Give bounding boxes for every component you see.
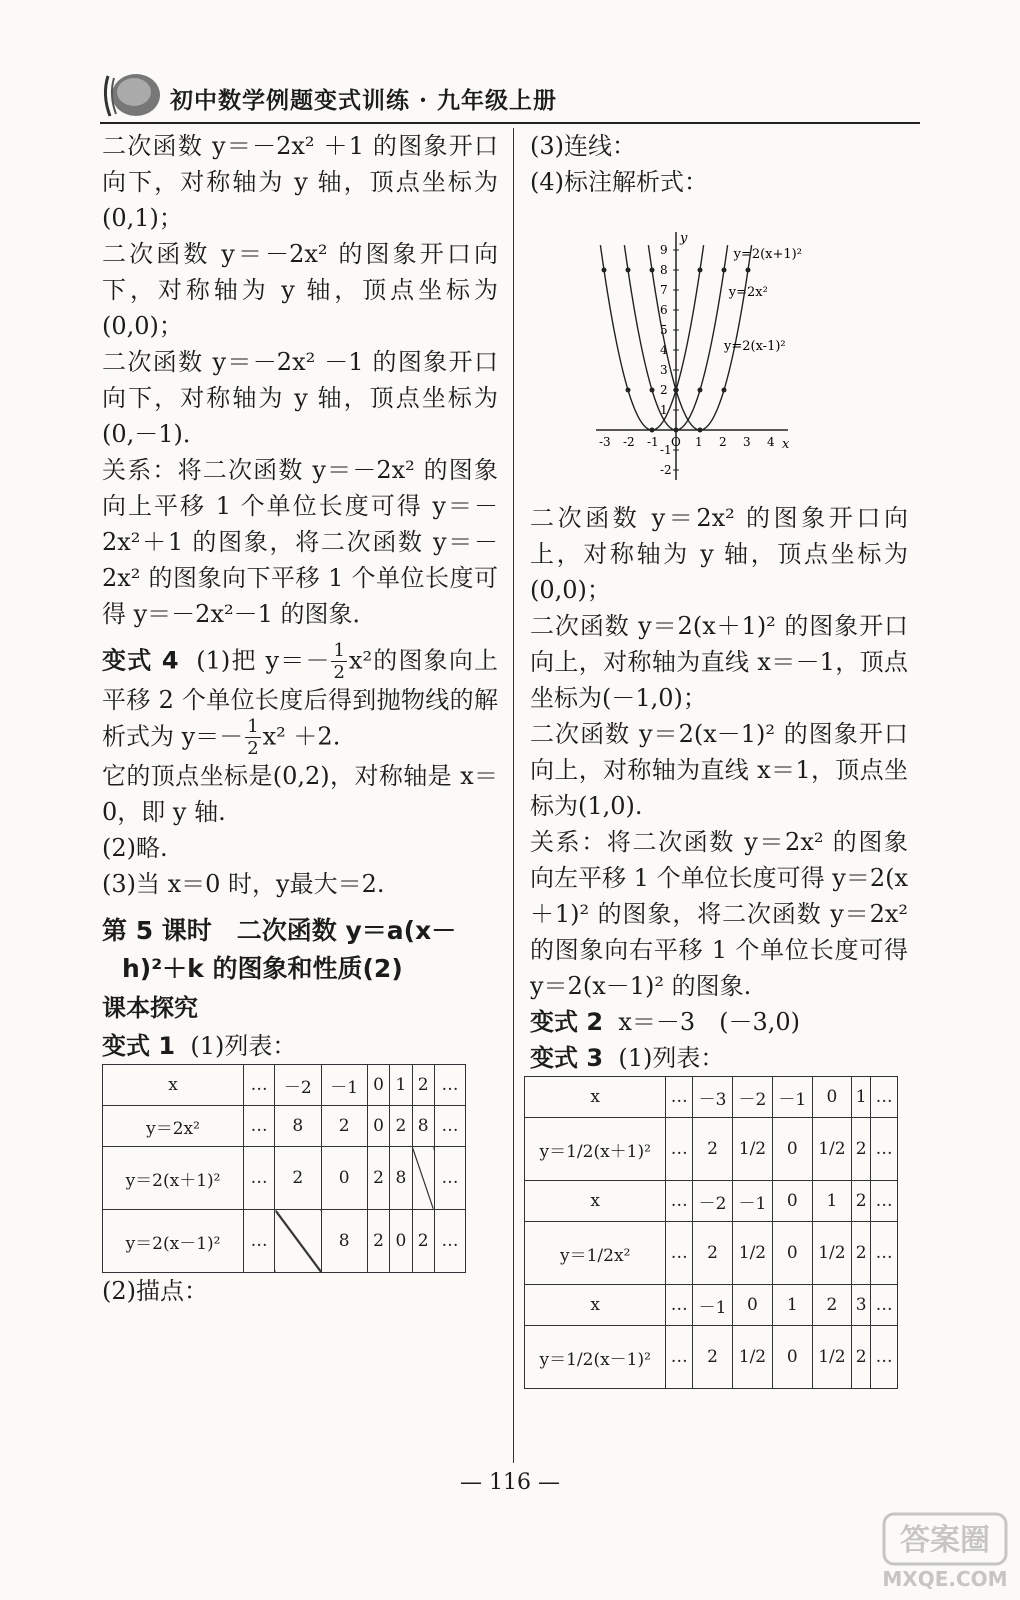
variant-1-intro: 变式 1 (1)列表： — [102, 1032, 297, 1060]
section-heading: 课本探究 — [102, 994, 198, 1022]
row-header-cell: y＝1/2(x－1)² — [525, 1326, 666, 1389]
y-tick-label: 4 — [660, 343, 668, 357]
table-cell: －2 — [733, 1077, 773, 1118]
table-cell: 2 — [812, 1285, 851, 1326]
table-cell: 2 — [367, 1147, 389, 1210]
y-tick-label: 6 — [660, 303, 668, 317]
y-tick-label: 1 — [660, 403, 668, 417]
row-header-cell: y＝2(x－1)² — [103, 1210, 244, 1273]
table-cell: 0 — [772, 1222, 812, 1285]
table-cell: 0 — [367, 1065, 389, 1106]
table-cell: 2 — [412, 1210, 434, 1273]
table-cell: 2 — [852, 1222, 871, 1285]
variant-4-text-a: (1)把 y＝－ — [196, 646, 330, 675]
plot-point — [626, 268, 631, 273]
table-cell: 1 — [852, 1077, 871, 1118]
row-header-cell: x — [525, 1181, 666, 1222]
lesson-title: 第 5 课时 二次函数 y＝a(x－ h)²＋k 的图象和性质(2) — [102, 916, 457, 983]
variant-4-text-c: x² ＋2. — [262, 722, 341, 751]
left-para-1: 二次函数 y＝－2x² ＋1 的图象开口向下，对称轴为 y 轴，顶点坐标为(0,1)； — [102, 132, 498, 232]
table-cell: 0 — [772, 1118, 812, 1181]
variant-3-intro: 变式 3 (1)列表： — [530, 1044, 725, 1072]
row-header-cell: y＝2x² — [103, 1106, 244, 1147]
variant-4-vertex: 它的顶点坐标是(0,2)，对称轴是 x＝0，即 y 轴. — [102, 762, 498, 826]
table-cell: … — [666, 1285, 693, 1326]
y-tick-label: 2 — [660, 383, 668, 397]
right-para-2: 二次函数 y＝2(x＋1)² 的图象开口向上，对称轴为直线 x＝－1，顶点坐标为(－1,0)； — [530, 612, 908, 712]
x-tick-label: -2 — [623, 435, 635, 449]
left-para-2: 二次函数 y＝－2x² 的图象开口向下，对称轴为 y 轴，顶点坐标为(0,0)； — [102, 240, 498, 340]
table-cell: 8 — [321, 1210, 367, 1273]
table-row — [525, 1326, 898, 1389]
row-header-cell: y＝2(x＋1)² — [103, 1147, 244, 1210]
page-number: — 116 — — [460, 1470, 560, 1495]
table-cell: 8 — [412, 1106, 434, 1147]
table-cell: … — [244, 1147, 275, 1210]
table-cell: … — [871, 1285, 898, 1326]
plot-point — [746, 268, 751, 273]
table-row — [103, 1210, 466, 1273]
y-tick-label: -1 — [660, 443, 672, 457]
table-2 — [524, 1076, 898, 1389]
fraction-half: $\frac{1}{2}$ — [333, 640, 345, 683]
step-4-label: (4)标注解析式： — [530, 168, 708, 196]
table-cell — [275, 1210, 321, 1273]
table-cell: … — [871, 1118, 898, 1181]
y-axis-label: y — [680, 231, 688, 246]
step-3-connect: (3)连线： — [530, 132, 636, 160]
table-cell: … — [244, 1210, 275, 1273]
table-row — [525, 1181, 898, 1222]
table-cell: 2 — [852, 1118, 871, 1181]
table-row — [103, 1106, 466, 1147]
table-cell: 0 — [390, 1210, 412, 1273]
row-header-cell: x — [103, 1065, 244, 1106]
table-cell: … — [666, 1222, 693, 1285]
plot-point — [626, 388, 631, 393]
table-cell: 2 — [275, 1147, 321, 1210]
table-cell: 1/2 — [733, 1222, 773, 1285]
x-tick-label: -1 — [647, 435, 659, 449]
header-title: 初中数学例题变式训练 · 九年级上册 — [170, 87, 558, 114]
x-tick-label: 4 — [767, 435, 775, 449]
table-cell: … — [666, 1118, 693, 1181]
watermark-logo — [880, 1508, 1010, 1594]
table-cell: … — [434, 1147, 465, 1210]
right-para-1: 二次函数 y＝2x² 的图象开口向上，对称轴为 y 轴，顶点坐标为(0,0)； — [530, 504, 908, 604]
table-cell: －1 — [693, 1285, 733, 1326]
table-cell — [412, 1147, 434, 1210]
table-row — [525, 1222, 898, 1285]
table-row — [103, 1147, 466, 1210]
table-cell: … — [666, 1326, 693, 1389]
table-row — [525, 1118, 898, 1181]
table-cell: 1/2 — [812, 1118, 851, 1181]
table-cell: －3 — [693, 1077, 733, 1118]
table-cell: 0 — [772, 1326, 812, 1389]
table-cell: 1 — [812, 1181, 851, 1222]
table-cell: 2 — [852, 1181, 871, 1222]
plot-point — [650, 388, 655, 393]
variant-4-text-b: x²的图象向上平移 2 个单位长度后得到抛物线的解析式为 y＝－ — [102, 646, 499, 751]
table-cell: 1 — [772, 1285, 812, 1326]
row-header-cell: y＝1/2x² — [525, 1222, 666, 1285]
table-cell: －1 — [733, 1181, 773, 1222]
plot-point — [602, 268, 607, 273]
table-cell: 2 — [390, 1106, 412, 1147]
table-cell: … — [871, 1077, 898, 1118]
table-cell: 2 — [321, 1106, 367, 1147]
table-cell: 1/2 — [733, 1118, 773, 1181]
y-tick-label: 8 — [660, 263, 668, 277]
row-header-cell: y＝1/2(x＋1)² — [525, 1118, 666, 1181]
plot-point — [650, 268, 655, 273]
y-tick-label: 7 — [660, 283, 668, 297]
header-rule — [100, 122, 920, 124]
table-cell: … — [871, 1222, 898, 1285]
table-cell: … — [244, 1065, 275, 1106]
table-row — [525, 1077, 898, 1118]
svg-text:MXQE.COM: MXQE.COM — [882, 1567, 1008, 1591]
table-cell: 0 — [367, 1106, 389, 1147]
left-column — [102, 128, 498, 1309]
x-axis-label: x — [782, 437, 790, 452]
curve-label: y=2x² — [728, 285, 768, 300]
right-column — [530, 128, 908, 1389]
table-cell: … — [666, 1181, 693, 1222]
parabola-graph — [576, 200, 846, 500]
table-cell: 0 — [812, 1077, 851, 1118]
table-cell: … — [871, 1326, 898, 1389]
x-tick-label: 2 — [719, 435, 727, 449]
row-header-cell: x — [525, 1077, 666, 1118]
x-tick-label: -3 — [599, 435, 611, 449]
variant-4-label: 变式 4 — [102, 646, 179, 675]
table-cell: … — [434, 1065, 465, 1106]
table-cell: 1/2 — [812, 1222, 851, 1285]
y-tick-label: 9 — [660, 243, 668, 257]
left-para-3: 二次函数 y＝－2x² －1 的图象开口向下，对称轴为 y 轴，顶点坐标为(0,－1)． — [102, 348, 498, 448]
plot-point — [698, 388, 703, 393]
table-cell: －1 — [772, 1077, 812, 1118]
right-para-4: 关系：将二次函数 y＝2x² 的图象向左平移 1 个单位长度可得 y＝2(x＋1)² 的图象，将二次函数 y＝2x² 的图象向右平移 1 个单位长度可得 y＝2(x－1)² 的图象. — [530, 828, 908, 1000]
plot-point — [722, 268, 727, 273]
table-cell: 1/2 — [812, 1326, 851, 1389]
table-cell: 2 — [693, 1326, 733, 1389]
table-cell: … — [871, 1181, 898, 1222]
table-cell: … — [434, 1210, 465, 1273]
table-cell: 2 — [693, 1222, 733, 1285]
table-cell: 8 — [390, 1147, 412, 1210]
plot-point — [722, 388, 727, 393]
book-logo-icon — [100, 70, 164, 120]
table-cell: 2 — [852, 1326, 871, 1389]
table-cell: －1 — [321, 1065, 367, 1106]
table-cell: 2 — [412, 1065, 434, 1106]
table-cell: 0 — [733, 1285, 773, 1326]
table-1 — [102, 1064, 466, 1273]
variant-2: 变式 2 x＝－3 (－3,0) — [530, 1008, 801, 1036]
table-cell: 0 — [772, 1181, 812, 1222]
table-cell: 3 — [852, 1285, 871, 1326]
svg-text:答案圈: 答案圈 — [900, 1523, 990, 1558]
plot-point — [674, 428, 679, 433]
step-2-plot: (2)描点： — [102, 1277, 208, 1305]
table-cell: 2 — [693, 1118, 733, 1181]
table-row — [103, 1065, 466, 1106]
plot-point — [674, 388, 679, 393]
table-cell: －2 — [275, 1065, 321, 1106]
row-header-cell: x — [525, 1285, 666, 1326]
x-tick-label: O — [671, 435, 681, 449]
curve-label: y=2(x-1)² — [724, 339, 786, 354]
y-tick-label: 5 — [660, 323, 668, 337]
table-cell: －2 — [693, 1181, 733, 1222]
table-cell: 2 — [367, 1210, 389, 1273]
table-cell: 0 — [321, 1147, 367, 1210]
table-cell: 1/2 — [733, 1326, 773, 1389]
table-cell: … — [434, 1106, 465, 1147]
variant-4 — [102, 642, 498, 758]
y-tick-label: -2 — [660, 463, 672, 477]
page-header — [100, 66, 920, 130]
plot-point — [650, 428, 655, 433]
curve-label: y=2(x+1)² — [733, 247, 802, 262]
table-row — [525, 1285, 898, 1326]
x-tick-label: 3 — [743, 435, 751, 449]
y-tick-label: 3 — [660, 363, 668, 377]
table-cell: … — [244, 1106, 275, 1147]
column-divider — [513, 128, 514, 1463]
variant-4-part-3: (3)当 x＝0 时，y最大＝2. — [102, 870, 385, 898]
right-para-3: 二次函数 y＝2(x－1)² 的图象开口向上，对称轴为直线 x＝1，顶点坐标为(1,0). — [530, 720, 908, 820]
fraction-half-2: $\frac{1}{2}$ — [247, 716, 259, 759]
variant-4-part-2: (2)略. — [102, 834, 168, 862]
plot-point — [698, 268, 703, 273]
table-cell: 8 — [275, 1106, 321, 1147]
plot-point — [698, 428, 703, 433]
table-cell: … — [666, 1077, 693, 1118]
x-tick-label: 1 — [695, 435, 703, 449]
left-para-4: 关系：将二次函数 y＝－2x² 的图象向上平移 1 个单位长度可得 y＝－2x²＋1 的图象，将二次函数 y＝－2x² 的图象向下平移 1 个单位长度可得 y＝－2x²－1 的图象． — [102, 456, 498, 628]
table-cell: 1 — [390, 1065, 412, 1106]
